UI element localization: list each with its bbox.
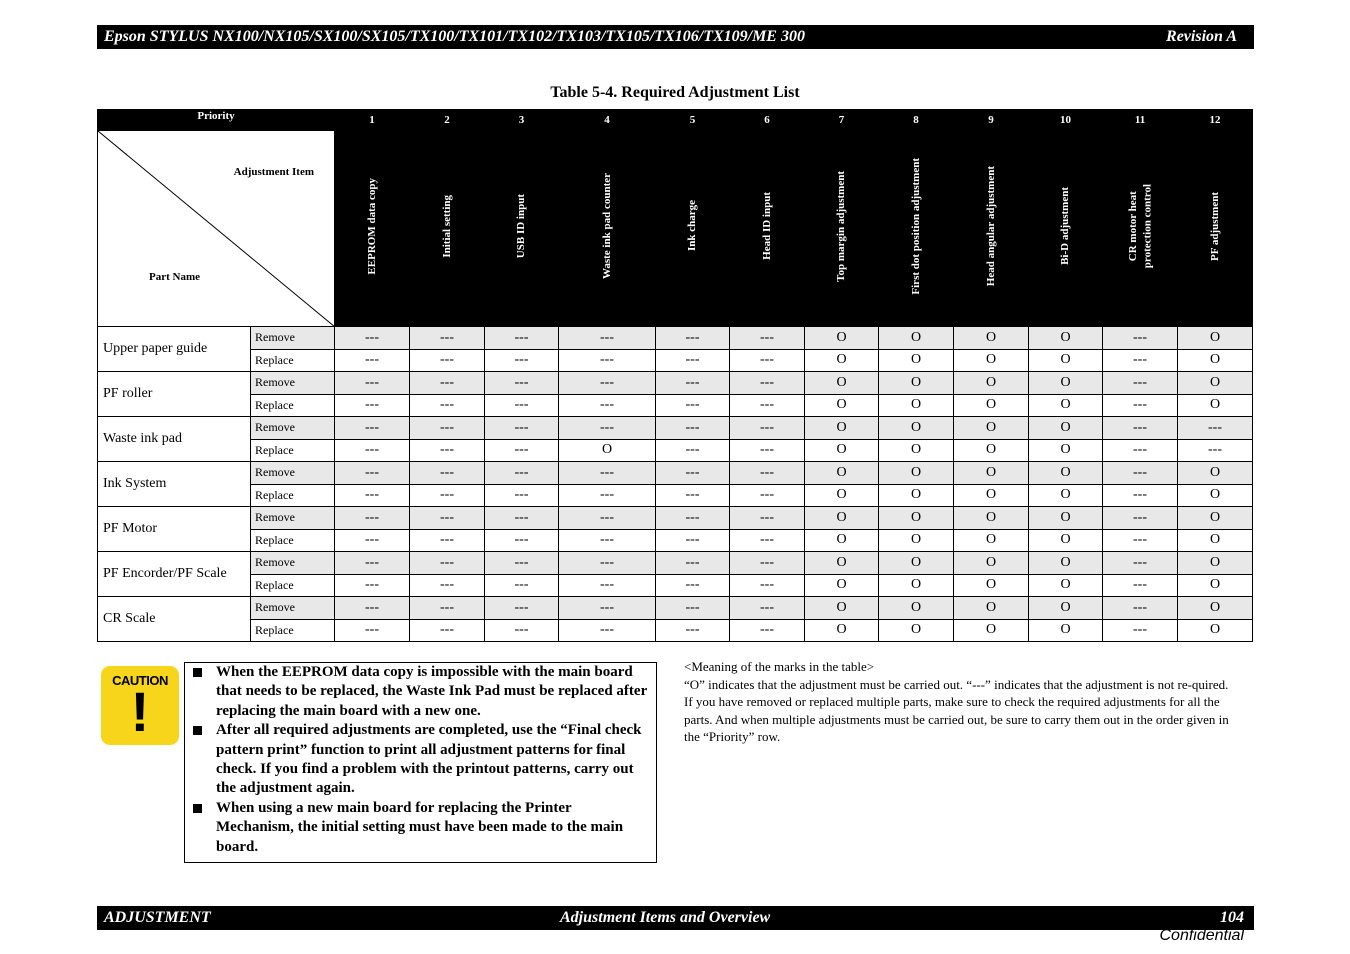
caution-item-text: When using a new main board for replacing the Printer Mechanism, the initial setting must have been made to the main board. <box>216 799 624 855</box>
priority-number: 4 <box>559 110 656 131</box>
table-row <box>98 552 1253 575</box>
mark-cell: O <box>879 417 954 440</box>
mark-cell: --- <box>656 619 730 642</box>
mark-cell: --- <box>559 327 656 350</box>
mark-cell: --- <box>730 552 805 575</box>
priority-number: 11 <box>1103 110 1178 131</box>
mark-cell: --- <box>730 349 805 372</box>
mark-cell: O <box>954 507 1029 530</box>
adjustment-item-line: CR motor heat <box>1126 190 1139 262</box>
mark-cell: --- <box>335 417 410 440</box>
mark-cell: --- <box>410 574 485 597</box>
mark-cell: --- <box>730 439 805 462</box>
mark-cell: O <box>879 327 954 350</box>
adjustment-item-header <box>954 131 1029 327</box>
table-row <box>98 372 1253 395</box>
adjustment-item-name <box>1208 192 1222 261</box>
page-number: 104 <box>1220 909 1244 926</box>
adjustment-item-header <box>805 131 879 327</box>
adjustment-item-line: Head ID input <box>760 192 773 260</box>
mark-cell: --- <box>335 439 410 462</box>
mark-cell: --- <box>1103 619 1178 642</box>
mark-cell: --- <box>730 484 805 507</box>
adjustment-item-header <box>656 131 730 327</box>
mark-cell: O <box>1178 349 1253 372</box>
mark-cell: O <box>805 507 879 530</box>
mark-cell: --- <box>730 372 805 395</box>
mark-cell: --- <box>335 597 410 620</box>
mark-cell: O <box>954 552 1029 575</box>
mark-cell: O <box>879 597 954 620</box>
adjustment-item-name <box>440 195 454 258</box>
mark-cell: O <box>954 349 1029 372</box>
mark-cell: --- <box>410 462 485 485</box>
square-bullet-icon <box>193 804 202 813</box>
adjustment-item-header <box>410 131 485 327</box>
mark-cell: --- <box>410 417 485 440</box>
priority-number: 1 <box>335 110 410 131</box>
adjustment-item-header <box>879 131 954 327</box>
mark-cell: O <box>954 529 1029 552</box>
mark-cell: --- <box>656 439 730 462</box>
mark-cell: O <box>1178 529 1253 552</box>
square-bullet-icon <box>193 726 202 735</box>
mark-cell: O <box>954 484 1029 507</box>
table-corner-cell <box>98 131 335 327</box>
revision-label: Revision A <box>1166 28 1237 45</box>
mark-cell: O <box>805 484 879 507</box>
adjustment-item-line: Waste ink pad counter <box>600 172 613 280</box>
footer-section: ADJUSTMENT <box>104 909 211 926</box>
mark-cell: --- <box>656 372 730 395</box>
mark-cell: --- <box>485 484 559 507</box>
mark-cell: O <box>879 394 954 417</box>
mark-cell: --- <box>656 349 730 372</box>
adjustment-item-label: Adjustment Item <box>233 166 315 178</box>
mark-cell: O <box>879 484 954 507</box>
notes-paragraph: If you have removed or replaced multiple parts, make sure to check the required adjustments for all the parts. And when multiple adjustments must be carried out, be sure to carry them out in the order given in the “Priority” row. <box>684 694 1229 744</box>
part-name-cell: Ink System <box>98 462 251 507</box>
mark-cell: --- <box>335 552 410 575</box>
mark-cell: O <box>954 597 1029 620</box>
mark-cell: O <box>1178 462 1253 485</box>
priority-number: 10 <box>1029 110 1103 131</box>
mark-cell: O <box>805 552 879 575</box>
mark-cell: --- <box>656 462 730 485</box>
adjustment-item-header <box>1178 131 1253 327</box>
adjustment-item-name <box>600 173 614 279</box>
mark-cell: --- <box>485 574 559 597</box>
part-name-cell: PF Motor <box>98 507 251 552</box>
mark-cell: --- <box>1103 417 1178 440</box>
mark-cell: --- <box>1103 394 1178 417</box>
caution-box <box>184 662 657 863</box>
mark-cell: --- <box>485 552 559 575</box>
mark-cell: O <box>1029 394 1103 417</box>
footer-subsection: Adjustment Items and Overview <box>560 909 771 926</box>
mark-cell: O <box>1029 349 1103 372</box>
mark-cell: --- <box>559 552 656 575</box>
table-row <box>98 507 1253 530</box>
table-row <box>98 417 1253 440</box>
mark-cell: --- <box>559 529 656 552</box>
mark-cell: O <box>805 349 879 372</box>
mark-cell: O <box>879 574 954 597</box>
mark-cell: --- <box>1103 462 1178 485</box>
caution-item-text: When the EEPROM data copy is impossible with the main board that needs to be replaced, the Waste Ink Pad must be replaced after replacing the main board with a new one. <box>216 664 647 719</box>
mark-cell: O <box>954 327 1029 350</box>
mark-cell: O <box>954 372 1029 395</box>
mark-cell: --- <box>485 394 559 417</box>
mark-cell: --- <box>656 529 730 552</box>
notes-heading: <Meaning of the marks in the table> <box>684 659 875 674</box>
mark-cell: --- <box>485 597 559 620</box>
adjustment-item-name <box>909 158 923 295</box>
exclamation-icon: ! <box>130 680 150 743</box>
mark-cell: O <box>954 462 1029 485</box>
adjustment-item-header <box>730 131 805 327</box>
caution-item-text: After all required adjustments are completed, use the “Final check pattern print” function to print all adjustment patterns for final check. If you find a problem with the printout patterns, carry out the adjustment again. <box>216 722 642 797</box>
mark-cell: --- <box>1103 507 1178 530</box>
mark-cell: O <box>1029 439 1103 462</box>
mark-cell: --- <box>730 462 805 485</box>
table-row <box>98 597 1253 620</box>
mark-cell: O <box>954 619 1029 642</box>
mark-cell: --- <box>559 417 656 440</box>
mark-cell: --- <box>656 484 730 507</box>
mark-cell: --- <box>485 349 559 372</box>
mark-cell: O <box>1029 484 1103 507</box>
adjustment-item-name <box>514 194 528 258</box>
mark-cell: --- <box>559 507 656 530</box>
adjustment-item-line: Top margin adjustment <box>835 170 848 282</box>
caution-item <box>189 799 652 857</box>
mark-cell: --- <box>1178 439 1253 462</box>
adjustment-item-line: Head angular adjustment <box>984 165 997 287</box>
mark-cell: --- <box>1103 574 1178 597</box>
mark-cell: --- <box>485 439 559 462</box>
mark-cell: --- <box>656 552 730 575</box>
adjustment-item-line: protection control <box>1141 183 1154 269</box>
mark-cell: --- <box>1103 349 1178 372</box>
mark-cell: O <box>1178 619 1253 642</box>
mark-cell: O <box>1178 597 1253 620</box>
mark-cell: --- <box>730 529 805 552</box>
mark-cell: --- <box>410 597 485 620</box>
mark-cell: --- <box>335 507 410 530</box>
mark-cell: --- <box>656 394 730 417</box>
mark-cell: O <box>879 439 954 462</box>
mark-cell: --- <box>410 439 485 462</box>
part-name-label: Part Name <box>149 271 201 283</box>
mark-cell: O <box>879 372 954 395</box>
mark-cell: --- <box>559 619 656 642</box>
part-name-cell: Waste ink pad <box>98 417 251 462</box>
mark-cell: --- <box>730 507 805 530</box>
marks-meaning-notes <box>684 658 1247 746</box>
caution-list <box>189 663 652 857</box>
action-cell: Replace <box>251 484 335 507</box>
action-cell: Replace <box>251 439 335 462</box>
table-row <box>98 619 1253 642</box>
action-cell: Replace <box>251 349 335 372</box>
priority-number: 5 <box>656 110 730 131</box>
mark-cell: --- <box>559 462 656 485</box>
part-name-cell: PF roller <box>98 372 251 417</box>
mark-cell: --- <box>410 327 485 350</box>
adjustment-item-name <box>760 192 774 260</box>
action-cell: Remove <box>251 372 335 395</box>
mark-cell: --- <box>335 327 410 350</box>
adjustment-item-line: Ink charge <box>686 200 699 252</box>
mark-cell: --- <box>485 327 559 350</box>
mark-cell: O <box>1029 507 1103 530</box>
mark-cell: --- <box>730 597 805 620</box>
mark-cell: --- <box>559 574 656 597</box>
mark-cell: --- <box>656 574 730 597</box>
mark-cell: O <box>879 349 954 372</box>
mark-cell: --- <box>656 327 730 350</box>
priority-number: 3 <box>485 110 559 131</box>
mark-cell: --- <box>559 372 656 395</box>
mark-cell: O <box>805 574 879 597</box>
part-name-cell: Upper paper guide <box>98 327 251 372</box>
mark-cell: --- <box>410 372 485 395</box>
notes-paragraph: “O” indicates that the adjustment must be carried out. “---” indicates that the adjustment is not re-quired. <box>684 676 1229 692</box>
mark-cell: --- <box>730 574 805 597</box>
caution-icon <box>101 666 179 745</box>
priority-number: 9 <box>954 110 1029 131</box>
mark-cell: --- <box>485 462 559 485</box>
mark-cell: O <box>879 462 954 485</box>
mark-cell: O <box>879 552 954 575</box>
table-title: Table 5-4. Required Adjustment List <box>550 84 800 101</box>
mark-cell: --- <box>410 349 485 372</box>
priority-number: 7 <box>805 110 879 131</box>
mark-cell: O <box>805 439 879 462</box>
mark-cell: --- <box>656 597 730 620</box>
priority-number: 12 <box>1178 110 1253 131</box>
mark-cell: O <box>805 394 879 417</box>
adjustment-item-name <box>834 171 848 282</box>
mark-cell: O <box>1029 552 1103 575</box>
adjustment-item-name <box>984 166 998 286</box>
table-row <box>98 462 1253 485</box>
adjustment-item-line: Initial setting <box>440 194 453 258</box>
mark-cell: --- <box>335 372 410 395</box>
action-cell: Remove <box>251 417 335 440</box>
adjustment-item-row <box>98 131 1253 327</box>
mark-cell: --- <box>410 529 485 552</box>
mark-cell: --- <box>485 529 559 552</box>
mark-cell: O <box>1178 372 1253 395</box>
mark-cell: O <box>805 619 879 642</box>
mark-cell: --- <box>410 394 485 417</box>
mark-cell: --- <box>485 619 559 642</box>
mark-cell: O <box>805 462 879 485</box>
mark-cell: O <box>954 394 1029 417</box>
mark-cell: --- <box>485 507 559 530</box>
mark-cell: --- <box>559 597 656 620</box>
mark-cell: --- <box>559 484 656 507</box>
diagonal-divider <box>98 131 335 327</box>
priority-label: Priority <box>98 110 335 131</box>
adjustment-item-name <box>685 200 699 251</box>
caution-item <box>189 663 652 721</box>
caution-item <box>189 721 652 799</box>
page-header <box>97 25 1254 49</box>
mark-cell: --- <box>559 349 656 372</box>
part-name-cell: CR Scale <box>98 597 251 642</box>
action-cell: Replace <box>251 619 335 642</box>
mark-cell: --- <box>1103 327 1178 350</box>
mark-cell: --- <box>410 619 485 642</box>
mark-cell: O <box>1029 529 1103 552</box>
mark-cell: --- <box>335 349 410 372</box>
mark-cell: --- <box>485 417 559 440</box>
required-adjustment-table <box>97 109 1253 642</box>
mark-cell: --- <box>335 529 410 552</box>
table-body <box>98 327 1253 642</box>
table-row <box>98 394 1253 417</box>
table-row <box>98 574 1253 597</box>
mark-cell: --- <box>1103 439 1178 462</box>
adjustment-item-name <box>1126 184 1155 268</box>
adjustment-item-line: EEPROM data copy <box>365 177 378 275</box>
table-row <box>98 529 1253 552</box>
mark-cell: O <box>1178 327 1253 350</box>
mark-cell: --- <box>730 417 805 440</box>
adjustment-item-header <box>485 131 559 327</box>
action-cell: Remove <box>251 507 335 530</box>
part-name-cell: PF Encorder/PF Scale <box>98 552 251 597</box>
table-row <box>98 439 1253 462</box>
action-cell: Remove <box>251 597 335 620</box>
action-cell: Remove <box>251 327 335 350</box>
action-cell: Replace <box>251 529 335 552</box>
confidential-label: Confidential <box>1159 927 1244 944</box>
mark-cell: O <box>1178 552 1253 575</box>
mark-cell: --- <box>335 462 410 485</box>
mark-cell: --- <box>335 394 410 417</box>
mark-cell: --- <box>410 552 485 575</box>
priority-number: 2 <box>410 110 485 131</box>
mark-cell: O <box>1029 462 1103 485</box>
adjustment-item-header <box>1029 131 1103 327</box>
mark-cell: --- <box>410 507 485 530</box>
mark-cell: --- <box>1103 484 1178 507</box>
mark-cell: O <box>1029 574 1103 597</box>
mark-cell: O <box>1178 484 1253 507</box>
action-cell: Remove <box>251 462 335 485</box>
action-cell: Replace <box>251 574 335 597</box>
adjustment-item-line: USB ID input <box>515 193 528 259</box>
priority-number: 8 <box>879 110 954 131</box>
action-cell: Remove <box>251 552 335 575</box>
mark-cell: O <box>879 619 954 642</box>
mark-cell: O <box>1029 327 1103 350</box>
mark-cell: O <box>879 529 954 552</box>
mark-cell: O <box>1029 619 1103 642</box>
mark-cell: --- <box>335 484 410 507</box>
page-footer <box>97 906 1254 930</box>
mark-cell: O <box>1029 597 1103 620</box>
mark-cell: O <box>1178 394 1253 417</box>
mark-cell: O <box>805 529 879 552</box>
mark-cell: O <box>954 439 1029 462</box>
mark-cell: O <box>559 439 656 462</box>
square-bullet-icon <box>193 668 202 677</box>
priority-row <box>98 110 1253 131</box>
adjustment-item-header <box>1103 131 1178 327</box>
mark-cell: O <box>954 417 1029 440</box>
action-cell: Replace <box>251 394 335 417</box>
adjustment-item-header <box>335 131 410 327</box>
priority-number: 6 <box>730 110 805 131</box>
mark-cell: --- <box>1103 597 1178 620</box>
mark-cell: O <box>1178 507 1253 530</box>
mark-cell: --- <box>410 484 485 507</box>
mark-cell: O <box>805 417 879 440</box>
mark-cell: O <box>1178 574 1253 597</box>
mark-cell: O <box>1029 372 1103 395</box>
mark-cell: O <box>954 574 1029 597</box>
mark-cell: --- <box>335 574 410 597</box>
adjustment-item-name <box>1058 187 1072 265</box>
mark-cell: --- <box>1103 529 1178 552</box>
mark-cell: --- <box>730 619 805 642</box>
document-title: Epson STYLUS NX100/NX105/SX100/SX105/TX100/TX101/TX102/TX103/TX105/TX106/TX109/ME 300 <box>104 28 805 45</box>
table-row <box>98 484 1253 507</box>
mark-cell: --- <box>1178 417 1253 440</box>
adjustment-item-line: First dot position adjustment <box>909 157 922 295</box>
table-row <box>98 327 1253 350</box>
mark-cell: --- <box>1103 372 1178 395</box>
mark-cell: --- <box>730 394 805 417</box>
adjustment-item-name <box>365 178 379 275</box>
mark-cell: O <box>805 372 879 395</box>
mark-cell: --- <box>730 327 805 350</box>
adjustment-item-line: Bi-D adjustment <box>1059 187 1072 265</box>
mark-cell: --- <box>559 394 656 417</box>
mark-cell: --- <box>1103 552 1178 575</box>
adjustment-item-line: PF adjustment <box>1208 191 1221 261</box>
adjustment-item-header <box>559 131 656 327</box>
mark-cell: O <box>879 507 954 530</box>
caution-icon-label: CAUTION <box>112 673 168 688</box>
mark-cell: O <box>1029 417 1103 440</box>
mark-cell: O <box>805 327 879 350</box>
mark-cell: --- <box>656 417 730 440</box>
mark-cell: --- <box>335 619 410 642</box>
mark-cell: --- <box>656 507 730 530</box>
mark-cell: --- <box>485 372 559 395</box>
table-row <box>98 349 1253 372</box>
mark-cell: O <box>805 597 879 620</box>
